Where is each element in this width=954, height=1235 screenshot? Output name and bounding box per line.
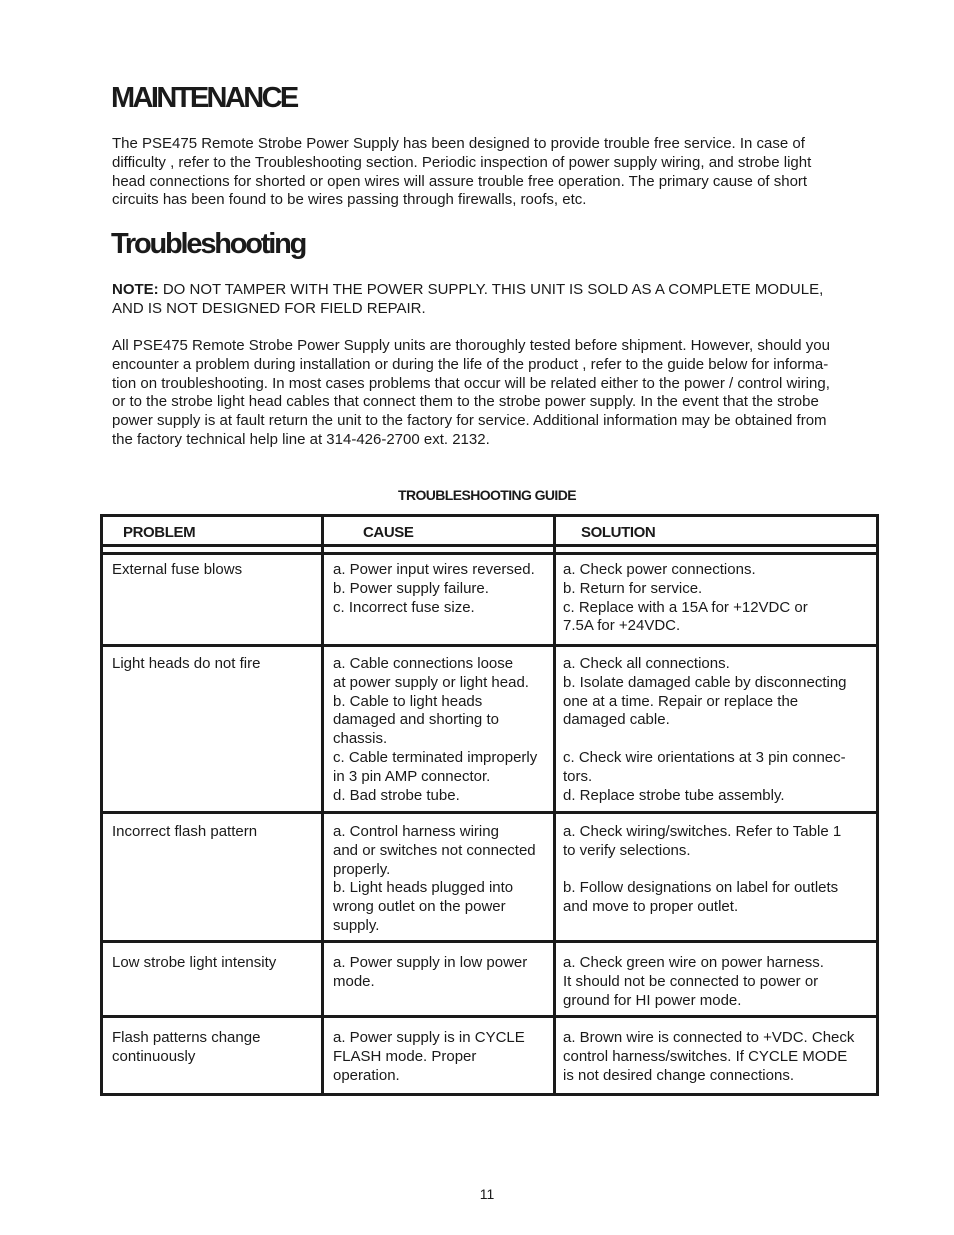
problem-cell: Low strobe light intensity bbox=[112, 954, 277, 971]
problem-cell: Incorrect flash pattern bbox=[112, 823, 258, 840]
cause-cell: a. Power supply in low power mode. bbox=[333, 954, 528, 990]
solution-cell: a. Check all connections. b. Isolate damaged cable by disconnecting one at a time. Repair or replace the damaged cable. c. Check wire orientations at 3 pin connec- tors. d. Replace strobe tube assembly. bbox=[563, 655, 847, 804]
problem-cell: Flash patterns change continuously bbox=[112, 1029, 261, 1065]
cause-cell: a. Cable connections loose at power supply or light head. b. Cable to light heads damaged and shorting to chassis. c. Cable terminated improperly in 3 pin AMP connector. d. Bad strobe tube. bbox=[333, 655, 538, 804]
troubleshooting-table bbox=[100, 514, 879, 1096]
cause-cell: a. Power supply is in CYCLE FLASH mode. Proper operation. bbox=[333, 1029, 525, 1084]
maintenance-heading: MAINTENANCE bbox=[111, 82, 297, 114]
column-divider-1 bbox=[321, 514, 324, 1096]
row-separator bbox=[100, 811, 879, 814]
troubleshooting-heading: Troubleshooting bbox=[111, 228, 306, 260]
problem-cell: Light heads do not fire bbox=[112, 655, 261, 672]
solution-cell: a. Brown wire is connected to +VDC. Check control harness/switches. If CYCLE MODE is not desired change connections. bbox=[563, 1029, 855, 1084]
maintenance-paragraph: The PSE475 Remote Strobe Power Supply has been designed to provide trouble free service. In case of difficulty , refer to the Troubleshooting section. Periodic inspection of power supply wiring, and strobe light head connections for shorted or open wires will assure trouble free operation. The primary cause of short circuits has been found to be wires passing through firewalls, roofs, etc. bbox=[112, 135, 812, 209]
solution-cell: a. Check power connections. b. Return for service. c. Replace with a 15A for +12VDC or 7.5A for +24VDC. bbox=[563, 561, 808, 635]
troubleshooting-paragraph: All PSE475 Remote Strobe Power Supply units are thoroughly tested before shipment. However, should you encounter a problem during installation or during the life of the product , refer to the guide below for informa- tion on troubleshooting. In most cases problems that occur will be related either to the power / control wiring, or to the strobe light head cables that connect them to the strobe power supply. In the event that the strobe power supply is at fault return the unit to the factory for service. Additional information may be obtained from the factory technical help line at 314-426-2700 ext. 2132. bbox=[112, 337, 830, 448]
cause-cell: a. Power input wires reversed. b. Power supply failure. c. Incorrect fuse size. bbox=[333, 561, 535, 616]
guide-title: TROUBLESHOOTING GUIDE bbox=[398, 487, 576, 503]
header-solution: SOLUTION bbox=[581, 524, 656, 541]
page-number: 11 bbox=[479, 1186, 495, 1202]
row-separator bbox=[100, 644, 879, 647]
table-border-left bbox=[100, 514, 103, 1096]
table-border-right bbox=[876, 514, 879, 1096]
solution-cell: a. Check green wire on power harness. It should not be connected to power or ground for HI power mode. bbox=[563, 954, 824, 1009]
solution-cell: a. Check wiring/switches. Refer to Table 1 to verify selections. b. Follow designations on label for outlets and move to proper outlet. bbox=[563, 823, 842, 916]
header-rule-2 bbox=[100, 552, 879, 555]
row-separator bbox=[100, 940, 879, 943]
column-divider-2 bbox=[553, 514, 556, 1096]
row-separator bbox=[100, 1015, 879, 1018]
table-border-top bbox=[100, 514, 879, 517]
table-border-bottom bbox=[100, 1093, 879, 1096]
note-text: DO NOT TAMPER WITH THE POWER SUPPLY. THIS UNIT IS SOLD AS A COMPLETE MODULE, AND IS NOT DESIGNED FOR FIELD REPAIR. bbox=[112, 281, 824, 317]
cause-cell: a. Control harness wiring and or switches not connected properly. b. Light heads plugged into wrong outlet on the power supply. bbox=[333, 823, 536, 934]
header-cause: CAUSE bbox=[363, 524, 414, 541]
header-problem: PROBLEM bbox=[123, 524, 196, 541]
note-paragraph bbox=[112, 281, 880, 319]
problem-cell: External fuse blows bbox=[112, 561, 243, 578]
header-rule-1 bbox=[100, 544, 879, 547]
note-label: NOTE: bbox=[112, 281, 159, 298]
